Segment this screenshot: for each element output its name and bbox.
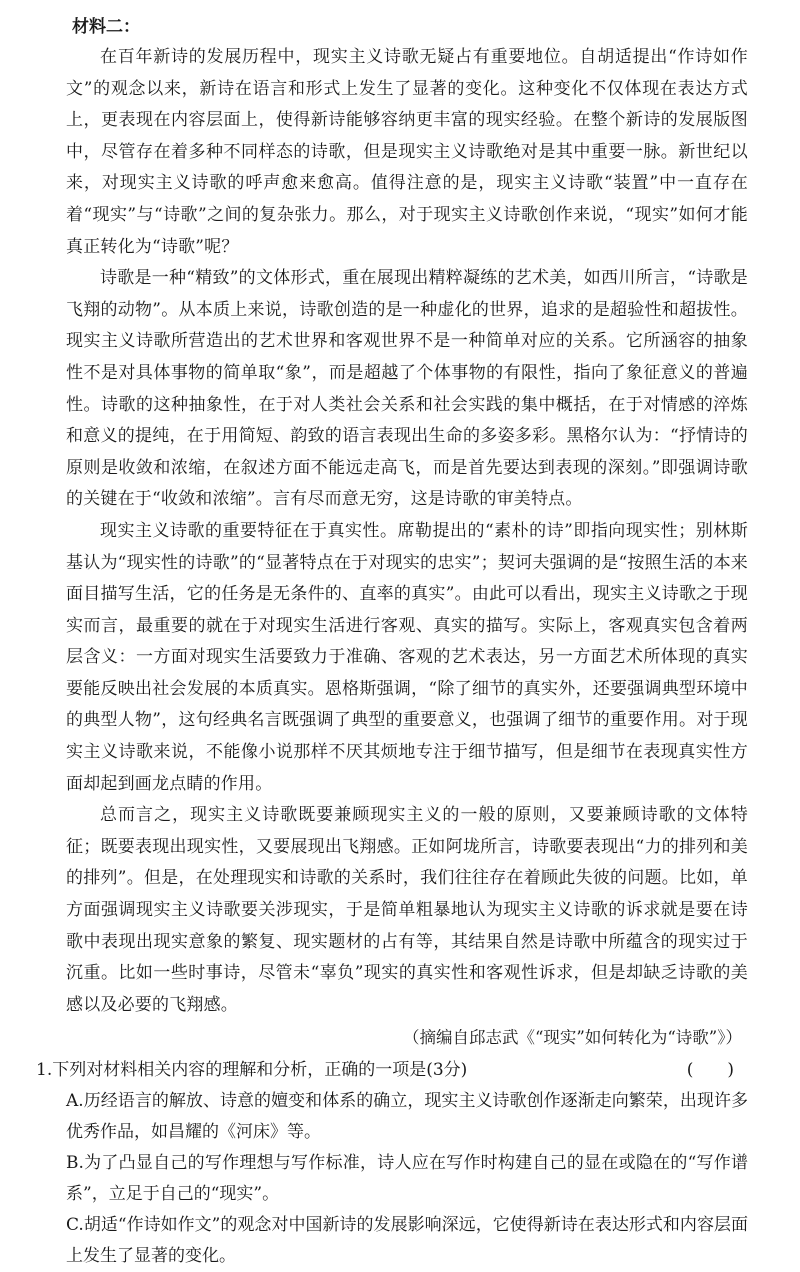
option-text: 历经语言的解放、诗意的嬗变和体系的确立，现实主义诗歌创作逐渐走向繁荣，出现许多优秀作品，如昌耀的《河床》等。 bbox=[66, 1091, 748, 1143]
option-b bbox=[66, 1148, 748, 1210]
option-letter: A. bbox=[66, 1091, 84, 1112]
paragraph-3: 现实主义诗歌的重要特征在于真实性。席勒提出的“素朴的诗”即指向现实性；别林斯基认为“现实性的诗歌”的“显著特点在于对现实的忠实”；契诃夫强调的是“按照生活的本来面目描写生活，它的任务是无条件的、直率的真实”。由此可以看出，现实主义诗歌之于现实而言，最重要的就在于对现实生活进行客观、真实的描写。实际上，客观真实包含着两层含义：一方面对现实生活要致力于准确、客观的艺术表达，另一方面艺术所体现的真实要能反映出社会发展的本质真实。恩格斯强调，“除了细节的真实外，还要强调典型环境中的典型人物”，这句经典名言既强调了典型的重要意义，也强调了细节的重要作用。对于现实主义诗歌来说，不能像小说那样不厌其烦地专注于细节描写，但是细节在表现真实性方面却起到画龙点睛的作用。 bbox=[66, 520, 748, 794]
question-stem: 1.下列对材料相关内容的理解和分析，正确的一项是(3分) bbox=[36, 1060, 468, 1081]
source-citation: （摘编自邱志武《“现实”如何转化为“诗歌”》） bbox=[403, 1028, 742, 1048]
option-letter: C. bbox=[66, 1215, 84, 1236]
option-letter: B. bbox=[66, 1153, 84, 1174]
answer-blank: ( ) bbox=[686, 1060, 734, 1081]
option-text: 胡适“作诗如作文”的观念对中国新诗的发展影响深远，它使得新诗在表达形式和内容层面上发生了显著的变化。 bbox=[66, 1215, 748, 1267]
option-text: 为了凸显自己的写作理想与写作标准，诗人应在写作时构建自己的显在或隐在的“写作谱系”，立足于自己的“现实”。 bbox=[66, 1153, 748, 1205]
paragraph-2: 诗歌是一种“精致”的文体形式，重在展现出精粹凝练的艺术美，如西川所言，“诗歌是飞翔的动物”。从本质上来说，诗歌创造的是一种虚化的世界，追求的是超验性和超拔性。现实主义诗歌所营造出的艺术世界和客观世界不是一种简单对应的关系。它所涵容的抽象性不是对具体事物的简单取“象”，而是超越了个体事物的有限性，指向了象征意义的普遍性。诗歌的这种抽象性，在于对人类社会关系和社会实践的集中概括，在于对情感的淬炼和意义的提纯，在于用简短、韵致的语言表现出生命的多姿多彩。黑格尔认为：“抒情诗的原则是收敛和浓缩，在叙述方面不能远走高飞，而是首先要达到表现的深刻。”即强调诗歌的关键在于“收敛和浓缩”。言有尽而意无穷，这是诗歌的审美特点。 bbox=[66, 268, 748, 510]
question-stem-row bbox=[36, 1055, 748, 1086]
material-heading: 材料二： bbox=[72, 17, 140, 37]
option-a bbox=[66, 1086, 748, 1148]
paragraph-4: 总而言之，现实主义诗歌既要兼顾现实主义的一般的原则，又要兼顾诗歌的文体特征；既要表现出现实性，又要展现出飞翔感。正如阿垅所言，诗歌要表现出“力的排列和美的排列”。但是，在处理现实和诗歌的关系时，我们往往存在着顾此失彼的问题。比如，单方面强调现实主义诗歌要关涉现实，于是简单粗暴地认为现实主义诗歌的诉求就是要在诗歌中表现出现实意象的繁复、现实题材的占有等，其结果自然是诗歌中所蕴含的现实过于沉重。比如一些时事诗，尽管未“辜负”现实的真实性和客观性诉求，但是却缺乏诗歌的美感以及必要的飞翔感。 bbox=[66, 805, 748, 1015]
paragraph-1: 在百年新诗的发展历程中，现实主义诗歌无疑占有重要地位。自胡适提出“作诗如作文”的观念以来，新诗在语言和形式上发生了显著的变化。这种变化不仅体现在表达方式上，更表现在内容层面上，使得新诗能够容纳更丰富的现实经验。在整个新诗的发展版图中，尽管存在着多种不同样态的诗歌，但是现实主义诗歌绝对是其中重要一脉。新世纪以来，对现实主义诗歌的呼声愈来愈高。值得注意的是，现实主义诗歌“装置”中一直存在着“现实”与“诗歌”之间的复杂张力。那么，对于现实主义诗歌创作来说，“现实”如何才能真正转化为“诗歌”呢？ bbox=[66, 47, 748, 257]
option-c bbox=[66, 1210, 748, 1272]
